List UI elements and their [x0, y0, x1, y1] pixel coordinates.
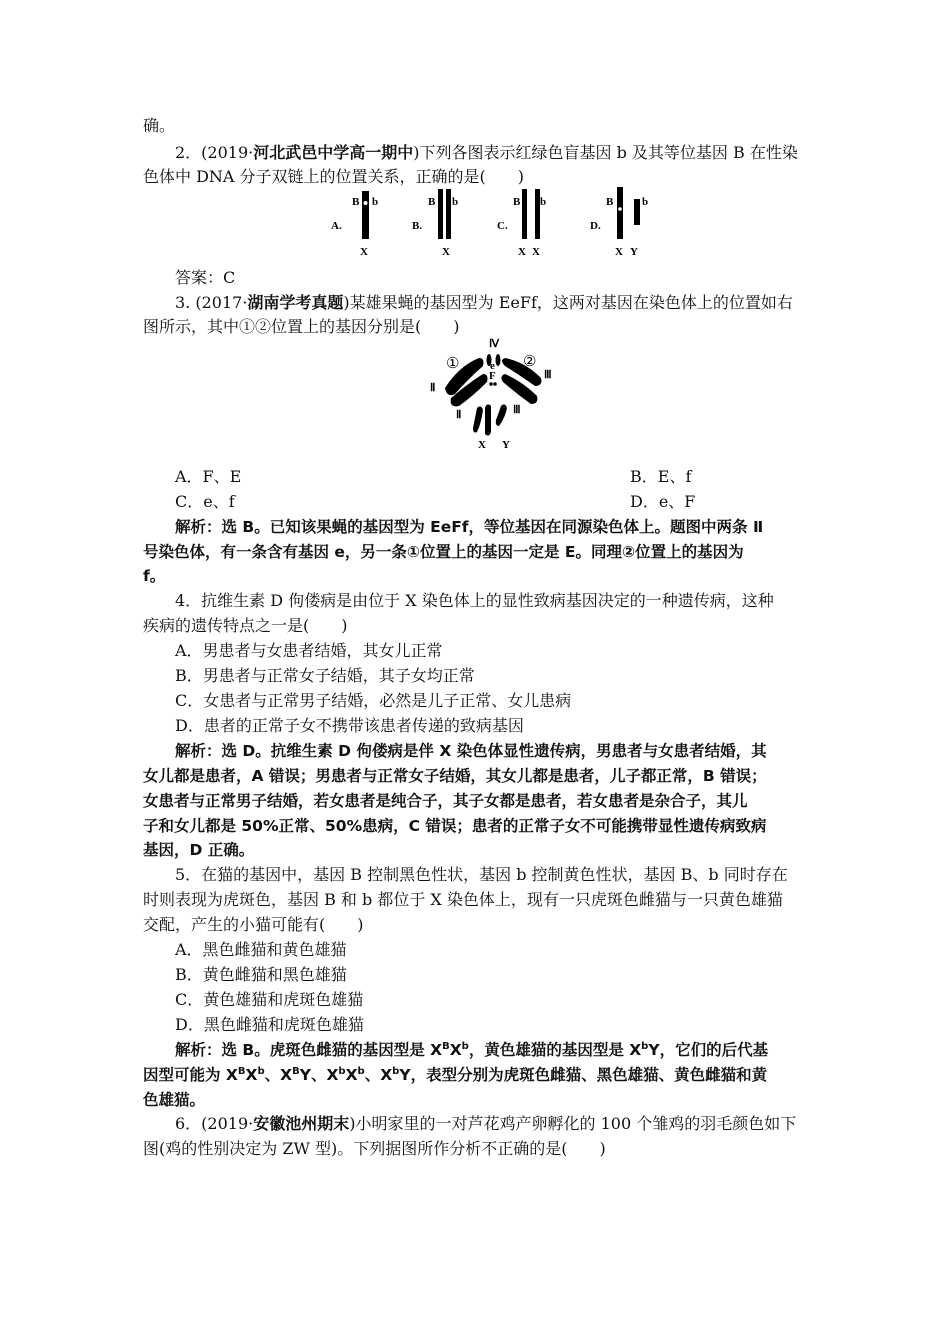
chromosome-iii-label: Ⅲ	[513, 404, 521, 416]
chromosome-y	[496, 404, 507, 426]
question-2-answer: 答案：C	[175, 268, 236, 287]
chromosome-iv	[496, 354, 501, 366]
gene-f-label: F	[489, 370, 496, 382]
position-1-label: ①	[446, 356, 460, 372]
dna-strand	[438, 189, 443, 239]
option-c: C．黄色雄猫和虎斑色雄猫	[175, 990, 364, 1009]
dna-strand	[446, 189, 451, 239]
question-2-stem: 2．(2019·河北武邑中学高一期中)下列各图表示红绿色盲基因 b 及其等位基因 B 在性染	[175, 143, 798, 162]
chromosome-label: X	[442, 246, 450, 258]
position-2-label: ②	[523, 354, 537, 370]
explanation-line: 女患者与正常男子结婚，若女患者是纯合子，其子女都是患者，若女患者是杂合子，其儿	[143, 792, 748, 810]
gene-label: B	[428, 196, 436, 208]
gene-label: B	[513, 196, 521, 208]
explanation-line: 解析：选 D。抗维生素 D 佝偻病是伴 X 染色体显性遗传病，男患者与女患者结婚，其	[175, 742, 767, 760]
explanation-line: 号染色体，有一条含有基因 e，另一条①位置上的基因一定是 E。同理②位置上的基因为	[143, 543, 744, 561]
chromosome-x	[485, 404, 491, 435]
option-b: B．男患者与正常女子结婚，其子女均正常	[175, 666, 475, 685]
explanation-line: 解析：选 B。虎斑色雌猫的基因型是 $X^BX^b$，黄色雄猫的基因型是 $X^bY$，它们的后代基	[175, 1041, 769, 1059]
explanation-line: 解析：选 B。已知该果蝇的基因型为 EeFf，等位基因在同源染色体上。题图中两条 Ⅱ	[175, 518, 764, 536]
gene-label: b	[642, 196, 649, 208]
dna-strand	[362, 191, 369, 239]
option-a: A．F、E	[175, 467, 242, 486]
question-3-stem: 3. (2017·湖南学考真题)某雄果蝇的基因型为 EeFf，这两对基因在染色体上的位置如右	[175, 293, 793, 312]
dna-strand	[617, 187, 623, 239]
chromosome-label: X	[532, 246, 540, 258]
option-c: C．e、f	[175, 492, 235, 511]
option-d: D．黑色雌猫和虎斑色雄猫	[175, 1015, 364, 1034]
question-6-stem-cont: 图(鸡的性别决定为 ZW 型)。下列据图所作分析不正确的是( )	[143, 1139, 606, 1158]
question-4-stem-cont: 疾病的遗传特点之一是( )	[143, 616, 348, 635]
option-a: A．男患者与女患者结婚，其女儿正常	[175, 641, 443, 660]
gene-label: b	[452, 196, 459, 208]
option-label: A.	[331, 220, 342, 232]
chromosome-iii-label: Ⅲ	[544, 369, 552, 381]
question-5-stem-cont: 时则表现为虎斑色，基因 B 和 b 都位于 X 染色体上，现有一只虎斑色雌猫与一只黄色雄猫	[143, 890, 783, 909]
centromere-dot	[489, 382, 493, 386]
explanation-line: 子和女儿都是 50%正常、50%患病，C 错误；患者的正常子女不可能携带显性遗传病致病	[143, 817, 767, 835]
chromosome-x-label: X	[478, 439, 486, 451]
chromosome-label: X	[360, 246, 368, 258]
option-label: C.	[497, 220, 508, 232]
chromosome-ii-label: Ⅱ	[456, 409, 462, 421]
gene-locus	[364, 201, 368, 205]
gene-label: B	[606, 196, 614, 208]
explanation-line: 基因，D 正确。	[143, 841, 255, 859]
question-2-stem-cont: 色体中 DNA 分子双链上的位置关系，正确的是( )	[143, 167, 525, 186]
gene-label: b	[372, 196, 379, 208]
gene-label: b	[540, 196, 547, 208]
chromosome-ii-label: Ⅱ	[430, 382, 436, 394]
dna-strand	[634, 199, 640, 225]
chromosome-label: X	[615, 246, 623, 258]
explanation-line: 色雄猫。	[143, 1091, 206, 1109]
question-6-stem: 6．(2019·安徽池州期末)小明家里的一对芦花鸡产卵孵化的 100 个雏鸡的羽毛颜色如下	[175, 1114, 797, 1133]
question-5-stem: 5．在猫的基因中，基因 B 控制黑色性状，基因 b 控制黄色性状，基因 B、b 同时存在	[175, 865, 788, 884]
option-d: D．患者的正常子女不携带该患者传递的致病基因	[175, 716, 524, 735]
explanation-line: 因型可能为 $X^BX^b$、$X^BY$、$X^bX^b$、$X^bY$，表型分别为虎斑色雌猫、黑色雄猫、黄色雌猫和黄	[143, 1066, 768, 1084]
question-2-figure	[325, 183, 665, 263]
chromosome-x	[473, 406, 483, 432]
chromosome-iv-label: Ⅳ	[489, 338, 500, 350]
option-label: D.	[590, 220, 601, 232]
question-3-figure	[425, 336, 565, 454]
chromosome-label: Y	[630, 246, 638, 258]
chromosome-y-label: Y	[502, 439, 510, 451]
option-b: B．黄色雌猫和黑色雄猫	[175, 965, 347, 984]
gene-label: B	[352, 196, 360, 208]
gene-locus	[618, 207, 622, 211]
option-d: D．e、F	[630, 492, 696, 511]
explanation-line: 女儿都是患者，A 错误；男患者与正常女子结婚，其女儿都是患者，儿子都正常，B 错误；	[143, 767, 767, 785]
chromosome-label: X	[518, 246, 526, 258]
text-line: 确。	[143, 116, 176, 135]
explanation-line: f。	[143, 567, 166, 585]
question-3-stem-cont: 图所示，其中①②位置上的基因分别是( )	[143, 317, 460, 336]
question-5-stem-cont: 交配，产生的小猫可能有( )	[143, 915, 364, 934]
option-a: A．黑色雌猫和黄色雄猫	[175, 940, 347, 959]
gene-e-label: e	[490, 360, 495, 372]
option-b: B．E、f	[630, 467, 692, 486]
centromere-dot	[493, 382, 497, 386]
question-4-stem: 4．抗维生素 D 佝偻病是由位于 X 染色体上的显性致病基因决定的一种遗传病，这种	[175, 591, 774, 610]
option-c: C．女患者与正常男子结婚，必然是儿子正常、女儿患病	[175, 691, 572, 710]
option-label: B.	[412, 220, 423, 232]
dna-strand	[522, 189, 527, 239]
